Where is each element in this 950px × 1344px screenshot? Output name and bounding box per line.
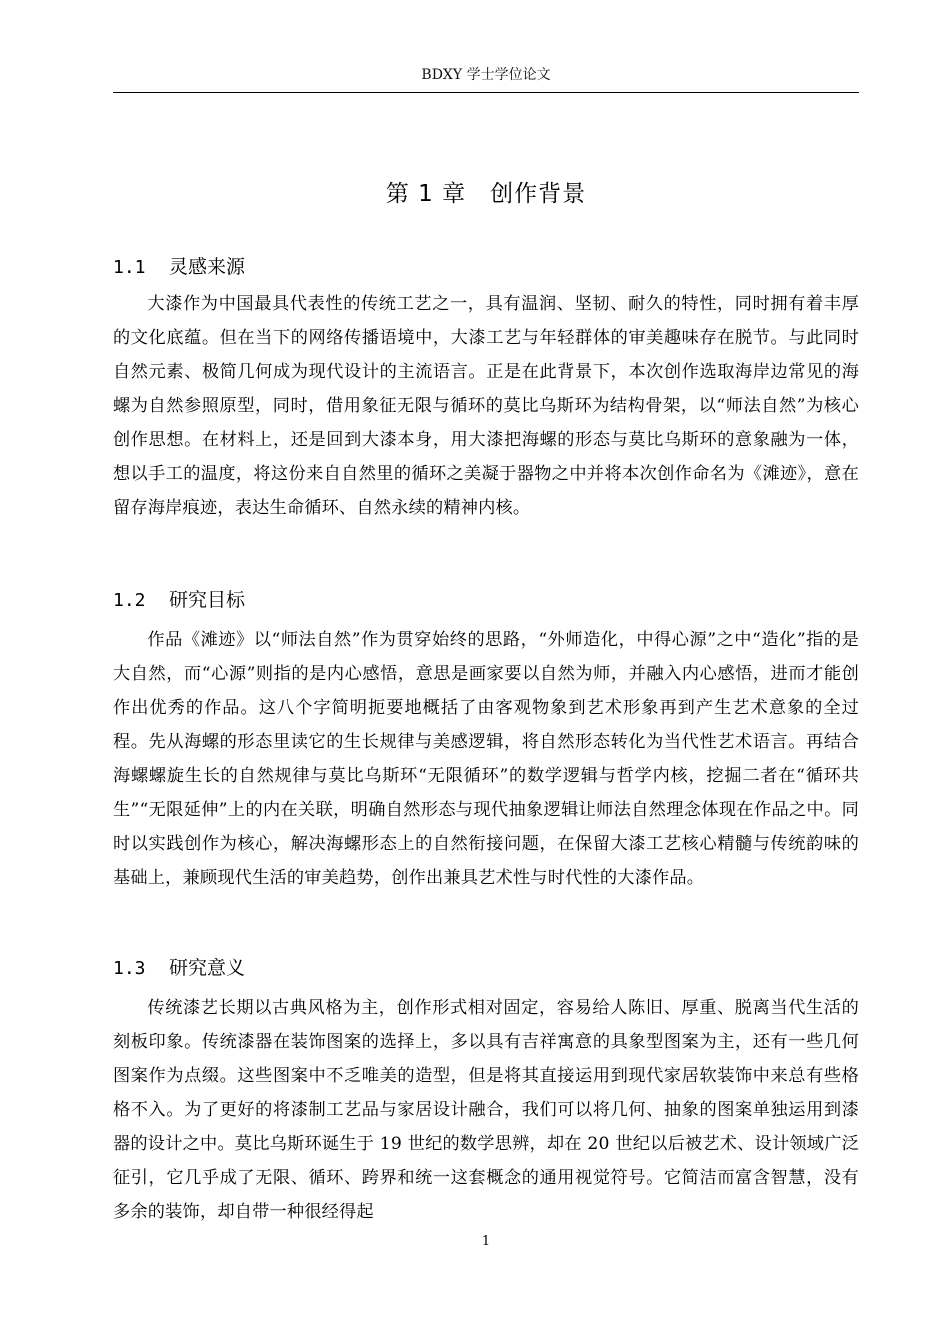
section-number: 1.1 — [113, 257, 146, 278]
chapter-title: 第 1 章 创作背景 — [385, 181, 587, 207]
page-number: 1 — [481, 1234, 491, 1249]
section-paragraph-1-3: 传统漆艺长期以古典风格为主，创作形式相对固定，容易给人陈旧、厚重、脱离当代生活的刻板印象。传统漆器在装饰图案的选择上，多以具有吉祥寓意的具象型图案为主，还有一些几何图案作为点缀。这些图案中不乏唯美的造型，但是将其直接运用到现代家居软装饰中来总有些格格不入。为了更好的将漆制工艺品与家居设计融合，我们可以将几何、抽象的图案单独运用到漆器的设计之中。莫比乌斯环诞生于 19 世纪的数学思辨，却在 20 世纪以后被艺术、设计领域广泛征引，它几乎成了无限、循环、跨界和统一这套概念的通用视觉符号。它简洁而富含智慧，没有多余的装饰，却自带一种很经得起 — [113, 998, 859, 1222]
section-number: 1.2 — [113, 590, 146, 611]
section-heading-1-2 — [113, 585, 859, 616]
section-title: 研究意义 — [169, 957, 246, 979]
section-paragraph-1-1: 大漆作为中国最具代表性的传统工艺之一，具有温润、坚韧、耐久的特性，同时拥有着丰厚的文化底蕴。但在当下的网络传播语境中，大漆工艺与年轻群体的审美趣味存在脱节。与此同时自然元素、极简几何成为现代设计的主流语言。正是在此背景下，本次创作选取海岸边常见的海螺为自然参照原型，同时，借用象征无限与循环的莫比乌斯环为结构骨架，以“师法自然”为核心创作思想。在材料上，还是回到大漆本身，用大漆把海螺的形态与莫比乌斯环的意象融为一体，想以手工的温度，将这份来自自然里的循环之美凝于器物之中并将本次创作命名为《滩迹》，意在留存海岸痕迹，表达生命循环、自然永续的精神内核。 — [113, 294, 859, 518]
section-heading-1-3 — [113, 953, 859, 984]
section-number: 1.3 — [113, 958, 146, 979]
running-header: BDXY 学士学位论文 — [421, 67, 551, 83]
header-rule — [113, 92, 859, 93]
section-paragraph-1-2: 作品《滩迹》以“师法自然”作为贯穿始终的思路，“外师造化，中得心源”之中“造化”指的是大自然，而“心源”则指的是内心感悟，意思是画家要以自然为师，并融入内心感悟，进而才能创作出优秀的作品。这八个字简明扼要地概括了由客观物象到艺术形象再到产生艺术意象的全过程。先从海螺的形态里读它的生长规律与美感逻辑，将自然形态转化为当代性艺术语言。再结合海螺螺旋生长的自然规律与莫比乌斯环“无限循环”的数学逻辑与哲学内核，挖掘二者在“循环共生”“无限延伸”上的内在关联，明确自然形态与现代抽象逻辑让师法自然理念体现在作品之中。同时以实践创作为核心，解决海螺形态上的自然衔接问题，在保留大漆工艺核心精髓与传统韵味的基础上，兼顾现代生活的审美趋势，创作出兼具艺术性与时代性的大漆作品。 — [113, 630, 859, 888]
section-title: 研究目标 — [169, 589, 246, 611]
section-heading-1-1 — [113, 252, 859, 283]
section-title: 灵感来源 — [169, 256, 246, 278]
